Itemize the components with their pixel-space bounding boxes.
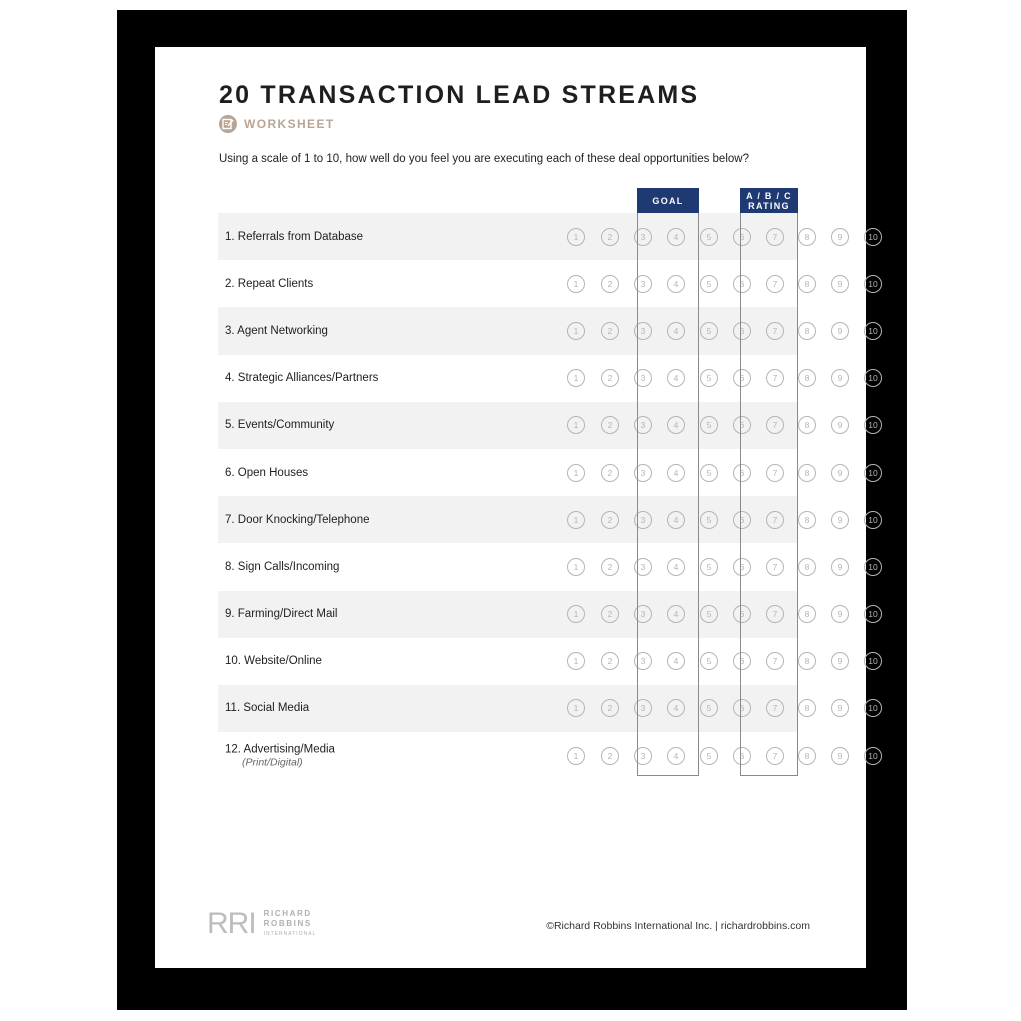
- worksheet-page: [155, 47, 878, 968]
- lead-stream-name: 3. Agent Networking: [225, 324, 328, 337]
- rating-circle-3[interactable]: 3: [634, 747, 652, 765]
- rri-logo-mark: RRI: [207, 907, 256, 940]
- rating-circle-6[interactable]: 6: [733, 228, 751, 246]
- rating-circle-9[interactable]: 9: [831, 511, 849, 529]
- rating-circle-6[interactable]: 6: [733, 322, 751, 340]
- rating-circle-2[interactable]: 2: [601, 464, 619, 482]
- worksheet-subtitle: [219, 115, 335, 133]
- table-row: [218, 213, 878, 260]
- rating-circle-7[interactable]: 7: [766, 369, 784, 387]
- rating-circle-4[interactable]: 4: [667, 275, 685, 293]
- abc-rating-cell[interactable]: [740, 496, 798, 543]
- rating-circle-10[interactable]: 10: [864, 369, 882, 387]
- page-title: 20 TRANSACTION LEAD STREAMS: [219, 81, 700, 109]
- rating-circle-8[interactable]: 8: [798, 228, 816, 246]
- abc-rating-cell[interactable]: [740, 307, 798, 354]
- rating-circle-6[interactable]: 6: [733, 275, 751, 293]
- rating-circle-8[interactable]: 8: [798, 464, 816, 482]
- rating-header-line1: A / B / C: [746, 190, 792, 201]
- rating-circle-6[interactable]: 6: [733, 416, 751, 434]
- rating-circle-3[interactable]: 3: [634, 699, 652, 717]
- lead-stream-name: 12. Advertising/Media: [225, 743, 335, 756]
- rating-circle-4[interactable]: 4: [667, 322, 685, 340]
- lead-stream-name: 1. Referrals from Database: [225, 230, 364, 243]
- lead-stream-label: [225, 561, 339, 573]
- lead-stream-label: [225, 467, 308, 479]
- abc-rating-cell[interactable]: [740, 732, 798, 779]
- rating-circle-5[interactable]: 5: [700, 416, 718, 434]
- rating-circle-1[interactable]: 1: [567, 747, 585, 765]
- rating-circle-4[interactable]: 4: [667, 699, 685, 717]
- rating-circle-9[interactable]: 9: [831, 652, 849, 670]
- rating-circle-3[interactable]: 3: [634, 558, 652, 576]
- rating-circle-5[interactable]: 5: [700, 511, 718, 529]
- table-row: [218, 355, 878, 402]
- rating-circle-6[interactable]: 6: [733, 511, 751, 529]
- rating-circle-8[interactable]: 8: [798, 275, 816, 293]
- lead-stream-name: 5. Events/Community: [225, 419, 335, 432]
- rating-circle-3[interactable]: 3: [634, 322, 652, 340]
- lead-stream-label: [225, 231, 363, 243]
- rating-circle-1[interactable]: 1: [567, 605, 585, 623]
- rating-circle-7[interactable]: 7: [766, 322, 784, 340]
- rating-circle-5[interactable]: 5: [700, 605, 718, 623]
- abc-rating-cell[interactable]: [740, 685, 798, 732]
- rating-circle-9[interactable]: 9: [831, 275, 849, 293]
- rating-circle-2[interactable]: 2: [601, 322, 619, 340]
- lead-stream-name: 2. Repeat Clients: [225, 277, 314, 290]
- lead-stream-name: 4. Strategic Alliances/Partners: [225, 372, 379, 385]
- rating-circle-7[interactable]: 7: [766, 699, 784, 717]
- rating-circle-4[interactable]: 4: [667, 747, 685, 765]
- rating-circle-2[interactable]: 2: [601, 416, 619, 434]
- table-row: [218, 449, 878, 496]
- rating-circle-7[interactable]: 7: [766, 228, 784, 246]
- lead-stream-label: [225, 278, 313, 290]
- rating-circle-9[interactable]: 9: [831, 416, 849, 434]
- lead-stream-name: 7. Door Knocking/Telephone: [225, 513, 370, 526]
- rating-circle-10[interactable]: 10: [864, 464, 882, 482]
- rating-circle-2[interactable]: 2: [601, 699, 619, 717]
- rating-circle-10[interactable]: 10: [864, 416, 882, 434]
- rating-circle-10[interactable]: 10: [864, 511, 882, 529]
- rating-circle-6[interactable]: 6: [733, 699, 751, 717]
- rating-circle-3[interactable]: 3: [634, 416, 652, 434]
- rating-circle-10[interactable]: 10: [864, 275, 882, 293]
- rating-circle-5[interactable]: 5: [700, 747, 718, 765]
- abc-rating-cell[interactable]: [740, 543, 798, 590]
- rating-circle-4[interactable]: 4: [667, 558, 685, 576]
- rating-circle-10[interactable]: 10: [864, 322, 882, 340]
- rating-header-line2: RATING: [748, 200, 790, 211]
- rating-circle-6[interactable]: 6: [733, 369, 751, 387]
- rating-circle-6[interactable]: 6: [733, 605, 751, 623]
- lead-stream-label: [225, 372, 378, 384]
- rating-circle-1[interactable]: 1: [567, 322, 585, 340]
- rating-circle-5[interactable]: 5: [700, 699, 718, 717]
- table-row: [218, 543, 878, 590]
- table-row: [218, 260, 878, 307]
- table-row: [218, 402, 878, 449]
- table-row: [218, 307, 878, 354]
- logo-line-richard: RICHARD: [263, 909, 312, 918]
- rri-logo: [207, 909, 316, 939]
- lead-stream-name: 11. Social Media: [225, 702, 310, 715]
- rating-circle-4[interactable]: 4: [667, 652, 685, 670]
- abc-rating-cell[interactable]: [740, 638, 798, 685]
- goal-header-label: GOAL: [652, 195, 684, 206]
- rating-circle-1[interactable]: 1: [567, 558, 585, 576]
- rating-circle-7[interactable]: 7: [766, 464, 784, 482]
- rating-circle-2[interactable]: 2: [601, 747, 619, 765]
- rating-circle-1[interactable]: 1: [567, 652, 585, 670]
- abc-rating-cell[interactable]: [740, 355, 798, 402]
- abc-rating-cell[interactable]: [740, 402, 798, 449]
- rating-circle-9[interactable]: 9: [831, 322, 849, 340]
- rating-circle-7[interactable]: 7: [766, 275, 784, 293]
- rating-circle-9[interactable]: 9: [831, 369, 849, 387]
- rating-circle-2[interactable]: 2: [601, 228, 619, 246]
- rating-circle-7[interactable]: 7: [766, 558, 784, 576]
- rating-circle-8[interactable]: 8: [798, 511, 816, 529]
- rating-circle-1[interactable]: 1: [567, 699, 585, 717]
- rating-circle-9[interactable]: 9: [831, 228, 849, 246]
- rating-circle-1[interactable]: 1: [567, 228, 585, 246]
- rating-circle-3[interactable]: 3: [634, 275, 652, 293]
- rating-circle-8[interactable]: 8: [798, 416, 816, 434]
- table-row: [218, 685, 878, 732]
- rating-circle-7[interactable]: 7: [766, 511, 784, 529]
- rating-circle-4[interactable]: 4: [667, 464, 685, 482]
- rating-circle-10[interactable]: 10: [864, 699, 882, 717]
- rating-circle-5[interactable]: 5: [700, 228, 718, 246]
- rating-circle-5[interactable]: 5: [700, 275, 718, 293]
- rating-circle-3[interactable]: 3: [634, 464, 652, 482]
- rating-circle-7[interactable]: 7: [766, 605, 784, 623]
- rating-circle-2[interactable]: 2: [601, 369, 619, 387]
- rating-circle-3[interactable]: 3: [634, 605, 652, 623]
- rating-circle-9[interactable]: 9: [831, 699, 849, 717]
- worksheet-edit-icon: [219, 115, 237, 133]
- rating-circle-5[interactable]: 5: [700, 558, 718, 576]
- rating-circle-6[interactable]: 6: [733, 747, 751, 765]
- rating-circle-8[interactable]: 8: [798, 699, 816, 717]
- lead-stream-table: [218, 213, 878, 779]
- rating-circle-3[interactable]: 3: [634, 228, 652, 246]
- rating-circle-8[interactable]: 8: [798, 369, 816, 387]
- rating-circle-5[interactable]: 5: [700, 652, 718, 670]
- rating-circle-4[interactable]: 4: [667, 228, 685, 246]
- lead-stream-label: [225, 655, 322, 667]
- worksheet-label: WORKSHEET: [244, 117, 335, 131]
- abc-rating-cell[interactable]: [740, 449, 798, 496]
- rating-circle-1[interactable]: 1: [567, 416, 585, 434]
- rating-circle-5[interactable]: 5: [700, 322, 718, 340]
- rating-circle-10[interactable]: 10: [864, 605, 882, 623]
- instructions-text: Using a scale of 1 to 10, how well do you feel you are executing each of these deal opportunities below?: [219, 153, 749, 165]
- abc-rating-cell[interactable]: [740, 591, 798, 638]
- rating-circle-3[interactable]: 3: [634, 369, 652, 387]
- goal-column-header: [637, 188, 699, 213]
- rating-circle-9[interactable]: 9: [831, 558, 849, 576]
- lead-stream-sublabel: (Print/Digital): [242, 756, 303, 769]
- table-row: [218, 732, 878, 779]
- rating-circle-8[interactable]: 8: [798, 558, 816, 576]
- rating-circle-1[interactable]: 1: [567, 464, 585, 482]
- lead-stream-label: [225, 325, 328, 337]
- rating-circle-2[interactable]: 2: [601, 275, 619, 293]
- rating-circle-2[interactable]: 2: [601, 558, 619, 576]
- lead-stream-label: [225, 514, 370, 526]
- rating-circle-6[interactable]: 6: [733, 558, 751, 576]
- table-row: [218, 591, 878, 638]
- copyright-text: ©Richard Robbins International Inc. | richardrobbins.com: [546, 920, 810, 932]
- table-row: [218, 496, 878, 543]
- abc-rating-cell[interactable]: [740, 260, 798, 307]
- rating-circle-10[interactable]: 10: [864, 228, 882, 246]
- rating-circle-1[interactable]: 1: [567, 369, 585, 387]
- lead-stream-label: [225, 608, 337, 620]
- rating-circle-9[interactable]: 9: [831, 605, 849, 623]
- lead-stream-label: [225, 702, 309, 714]
- rating-circle-9[interactable]: 9: [831, 464, 849, 482]
- rating-circle-8[interactable]: 8: [798, 652, 816, 670]
- rating-circle-10[interactable]: 10: [864, 652, 882, 670]
- lead-stream-name: 8. Sign Calls/Incoming: [225, 560, 340, 573]
- rating-circle-10[interactable]: 10: [864, 558, 882, 576]
- rating-circle-7[interactable]: 7: [766, 416, 784, 434]
- table-row: [218, 638, 878, 685]
- rating-circle-2[interactable]: 2: [601, 605, 619, 623]
- rating-circle-6[interactable]: 6: [733, 464, 751, 482]
- rating-circle-10[interactable]: 10: [864, 747, 882, 765]
- rating-circle-1[interactable]: 1: [567, 275, 585, 293]
- logo-line-international: INTERNATIONAL: [263, 931, 317, 937]
- rating-circle-6[interactable]: 6: [733, 652, 751, 670]
- lead-stream-label: [225, 419, 334, 431]
- rating-circle-4[interactable]: 4: [667, 511, 685, 529]
- logo-line-robbins: ROBBINS: [263, 919, 312, 928]
- rating-circle-1[interactable]: 1: [567, 511, 585, 529]
- rating-circle-3[interactable]: 3: [634, 511, 652, 529]
- rating-circle-2[interactable]: 2: [601, 652, 619, 670]
- rri-logo-text: [264, 909, 317, 939]
- rating-circle-5[interactable]: 5: [700, 369, 718, 387]
- rating-circle-4[interactable]: 4: [667, 369, 685, 387]
- rating-circle-9[interactable]: 9: [831, 747, 849, 765]
- rating-circle-2[interactable]: 2: [601, 511, 619, 529]
- rating-circle-4[interactable]: 4: [667, 416, 685, 434]
- rating-circle-8[interactable]: 8: [798, 747, 816, 765]
- rating-circle-5[interactable]: 5: [700, 464, 718, 482]
- rating-circle-7[interactable]: 7: [766, 747, 784, 765]
- rating-column-header: [740, 188, 798, 213]
- abc-rating-cell[interactable]: [740, 213, 798, 260]
- rating-circle-7[interactable]: 7: [766, 652, 784, 670]
- rating-circle-4[interactable]: 4: [667, 605, 685, 623]
- rating-circle-3[interactable]: 3: [634, 652, 652, 670]
- lead-stream-name: 10. Website/Online: [225, 655, 322, 668]
- rating-circle-8[interactable]: 8: [798, 322, 816, 340]
- rating-circle-8[interactable]: 8: [798, 605, 816, 623]
- lead-stream-label: [225, 743, 335, 768]
- lead-stream-name: 6. Open Houses: [225, 466, 309, 479]
- lead-stream-name: 9. Farming/Direct Mail: [225, 608, 338, 621]
